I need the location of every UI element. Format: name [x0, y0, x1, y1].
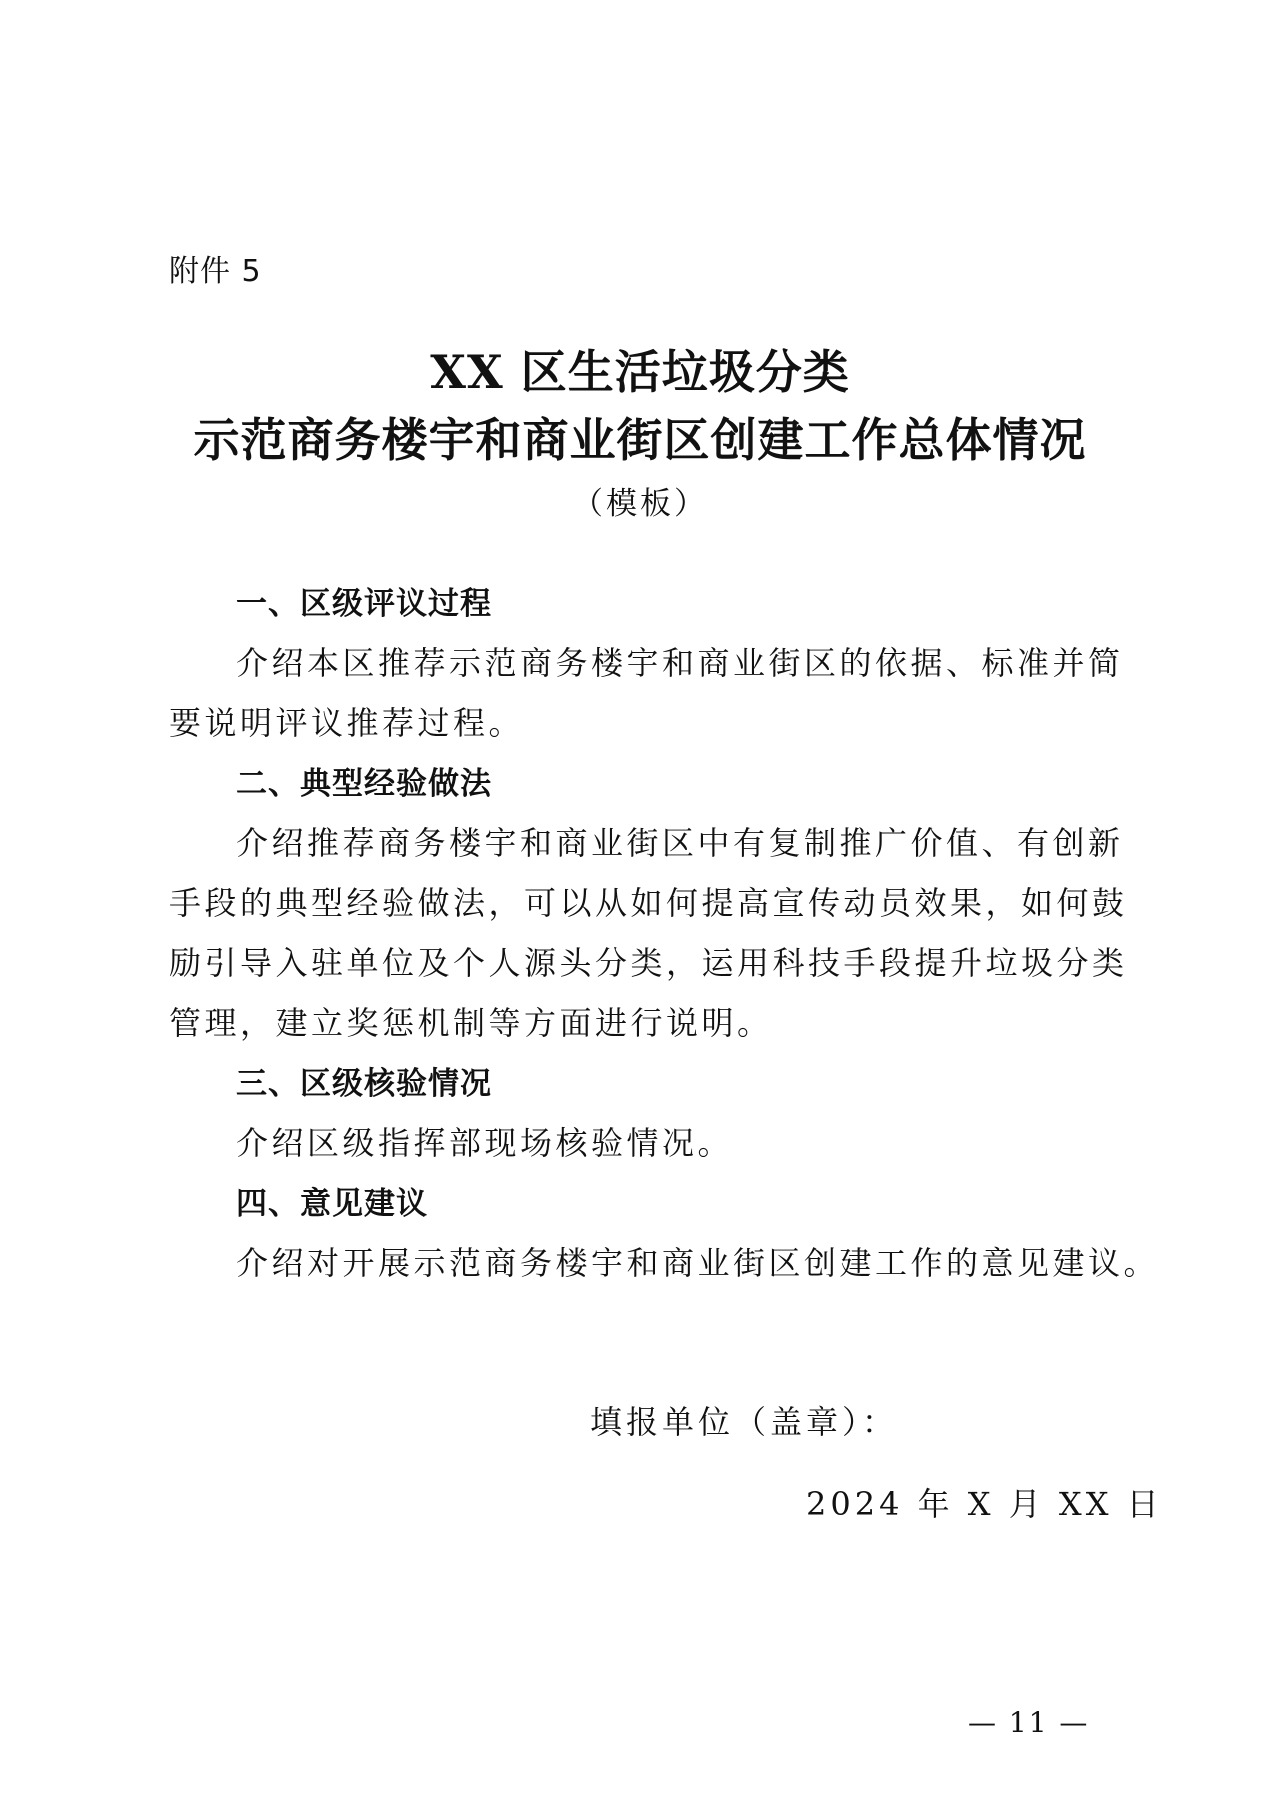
section-heading: 三、区级核验情况 [236, 1066, 492, 1102]
section-heading: 四、意见建议 [236, 1186, 428, 1222]
document-subtitle: （模板） [572, 486, 708, 522]
page-number: — 11 — [968, 1706, 1090, 1739]
section-heading: 一、区级评议过程 [236, 586, 492, 622]
paragraph-line: 介绍区级指挥部现场核验情况。 [236, 1124, 734, 1162]
document-date: 2024 年 X 月 XX 日 [806, 1485, 1163, 1523]
paragraph-line: 手段的典型经验做法，可以从如何提高宣传动员效果，如何鼓 [169, 884, 1128, 922]
paragraph-line: 介绍推荐商务楼宇和商业街区中有复制推广价值、有创新 [236, 824, 1124, 862]
paragraph-line: 管理，建立奖惩机制等方面进行说明。 [169, 1004, 773, 1042]
document-title-line-1: XX 区生活垃圾分类 [430, 345, 850, 399]
document-title-line-2: 示范商务楼宇和商业街区创建工作总体情况 [193, 413, 1087, 467]
signature-label: 填报单位（盖章）： [590, 1403, 899, 1441]
paragraph-line: 励引导入驻单位及个人源头分类，运用科技手段提升垃圾分类 [169, 944, 1128, 982]
attachment-label: 附件 5 [169, 254, 262, 289]
section-heading: 二、典型经验做法 [236, 766, 492, 802]
paragraph-line: 要说明评议推荐过程。 [169, 704, 525, 742]
paragraph-line: 介绍对开展示范商务楼宇和商业街区创建工作的意见建议。 [236, 1244, 1160, 1282]
paragraph-line: 介绍本区推荐示范商务楼宇和商业街区的依据、标准并简 [236, 644, 1124, 682]
